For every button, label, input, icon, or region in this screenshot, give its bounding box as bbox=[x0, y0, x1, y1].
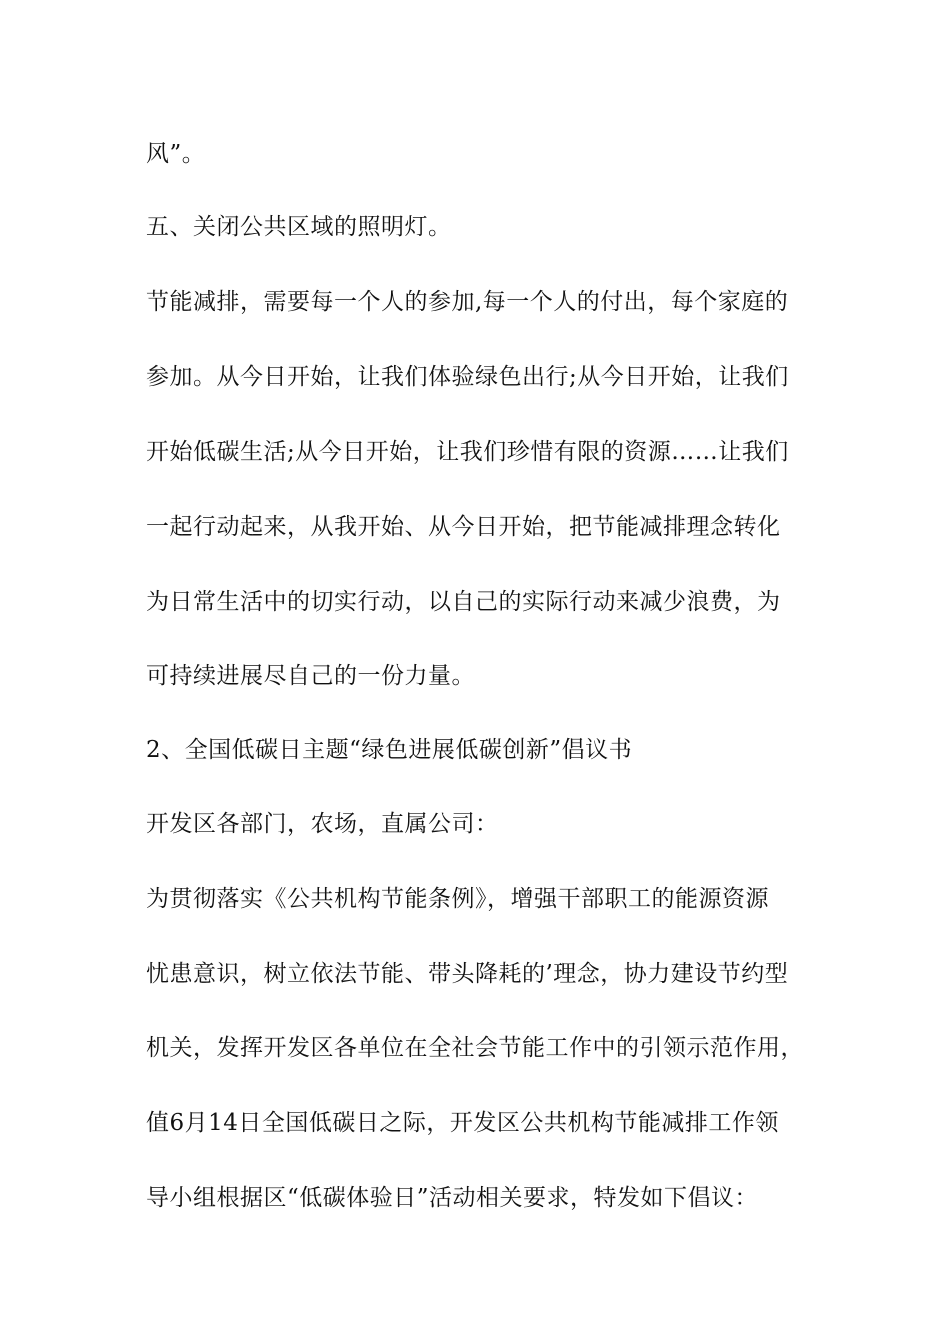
text-line: 可持续进展尽自己的一份力量。 bbox=[146, 663, 475, 689]
text-line: 机关，发挥开发区各单位在全社会节能工作中的引领示范作用， bbox=[146, 1035, 804, 1061]
text-line: 参加。从今日开始，让我们体验绿色出行;从今日开始，让我们 bbox=[146, 364, 789, 390]
text-line: 为日常生活中的切实行动，以自己的实际行动来减少浪费，为 bbox=[146, 589, 781, 615]
text-line: 开始低碳生活;从今日开始，让我们珍惜有限的资源……让我们 bbox=[146, 439, 789, 465]
text-line: 为贯彻落实《公共机构节能条例》，增强干部职工的能源资源 bbox=[146, 886, 769, 912]
text-line: 节能减排，需要每一个人的参加,每一个人的付出，每个家庭的 bbox=[146, 289, 789, 315]
document-title: 2、全国低碳日主题“绿色进展低碳创新”倡议书 bbox=[146, 737, 633, 763]
text-line: 忧患意识，树立依法节能、带头降耗的’理念，协力建设节约型 bbox=[146, 961, 789, 987]
text-line: 导小组根据区“低碳体验日”活动相关要求，特发如下倡议： bbox=[146, 1185, 759, 1211]
text-line: 值6月14日全国低碳日之际，开发区公共机构节能减排工作领 bbox=[146, 1110, 779, 1136]
text-line: 一起行动起来，从我开始、从今日开始，把节能减排理念转化 bbox=[146, 514, 781, 540]
text-line: 风”。 bbox=[146, 141, 206, 167]
salutation: 开发区各部门，农场，直属公司： bbox=[146, 811, 499, 837]
section-heading: 五、关闭公共区域的照明灯。 bbox=[146, 214, 452, 240]
